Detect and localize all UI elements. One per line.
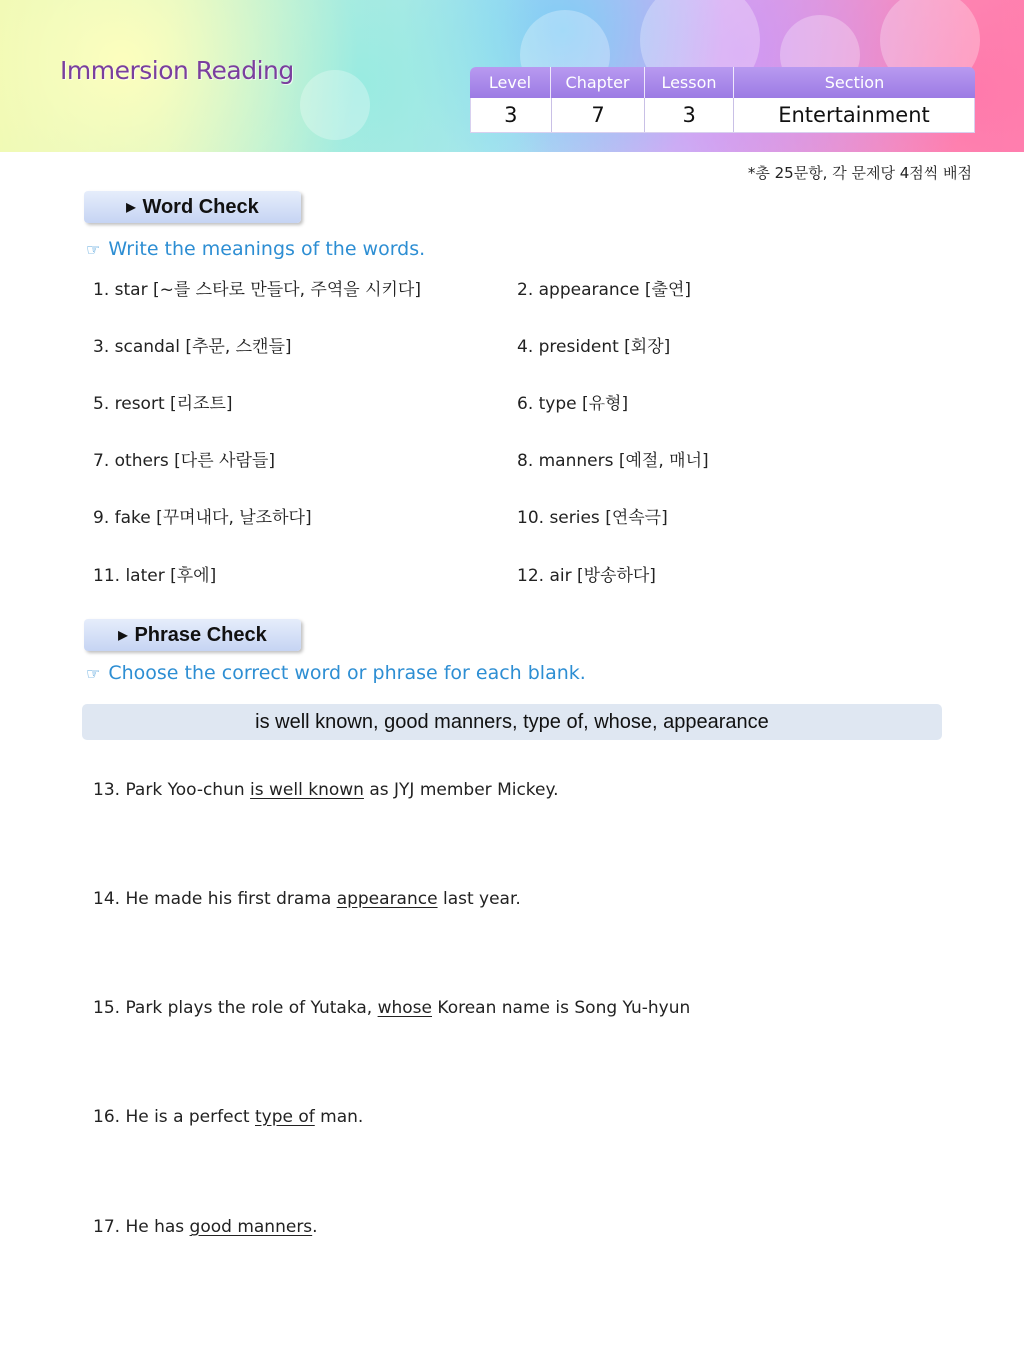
sentence-text: 16. He is a perfect	[93, 1107, 255, 1127]
word-check-instruction-text: Write the meanings of the words.	[108, 238, 426, 260]
page-title: Immersion Reading	[60, 56, 294, 85]
answer-blank: good manners	[189, 1217, 313, 1237]
word-item: 3. scandal [추문, 스캔들]	[93, 337, 292, 357]
sentence-text: .	[312, 1217, 318, 1237]
sentence-text: 14. He made his first drama	[93, 889, 337, 909]
word-check-button[interactable]	[84, 191, 301, 223]
word-item: 9. fake [꾸며내다, 날조하다]	[93, 508, 312, 528]
sentence-text: as JYJ member Mickey.	[363, 780, 559, 800]
word-check-label: Word Check	[142, 195, 259, 218]
phrase-check-button[interactable]	[84, 619, 301, 651]
word-item: 7. others [다른 사람들]	[93, 451, 275, 471]
sentence-text: 17. He has	[93, 1217, 190, 1237]
section-header: Section	[824, 73, 885, 92]
word-item: 4. president [회장]	[517, 337, 671, 357]
phrase-check-instruction-text: Choose the correct word or phrase for each blank.	[108, 662, 586, 684]
play-arrow-icon: ▶	[126, 200, 136, 214]
sentence-text: man.	[314, 1107, 364, 1127]
sentence-item	[93, 998, 690, 1018]
word-check-instruction	[86, 238, 425, 260]
sentence-text: 15. Park plays the role of Yutaka,	[93, 998, 378, 1018]
word-item: 8. manners [예절, 매너]	[517, 451, 709, 471]
level-header: Level	[470, 67, 551, 98]
level-table-header	[470, 67, 975, 98]
play-arrow-icon: ▶	[118, 628, 128, 642]
phrase-check-label: Phrase Check	[134, 623, 267, 646]
word-item: 1. star [~를 스타로 만들다, 주역을 시키다]	[93, 280, 421, 300]
word-bank: is well known, good manners, type of, whose, appearance	[82, 704, 942, 740]
level-table	[470, 67, 975, 133]
section-value: Entertainment	[778, 103, 930, 127]
answer-blank: appearance	[336, 889, 438, 909]
word-item: 6. type [유형]	[517, 394, 629, 414]
phrase-check-instruction	[86, 662, 586, 684]
word-item: 10. series [연속극]	[517, 508, 668, 528]
answer-blank: is well known	[250, 780, 364, 800]
level-value: 3	[471, 98, 552, 132]
word-item: 2. appearance [출연]	[517, 280, 691, 300]
scoring-note: *총 25문항, 각 문제당 4점씩 배점	[747, 164, 972, 182]
decorative-bubble	[300, 70, 370, 140]
pointing-hand-icon: ☞	[86, 240, 101, 259]
header-banner	[0, 0, 1024, 152]
sentence-item	[93, 1217, 318, 1237]
sentence-item	[93, 889, 521, 909]
lesson-header: Lesson	[645, 67, 734, 98]
answer-blank: type of	[255, 1107, 315, 1127]
word-item: 5. resort [리조트]	[93, 394, 233, 414]
answer-blank: whose	[377, 998, 432, 1018]
sentence-text: 13. Park Yoo-chun	[93, 780, 251, 800]
chapter-header: Chapter	[551, 67, 645, 98]
lesson-value: 3	[645, 98, 734, 132]
word-item: 12. air [방송하다]	[517, 566, 656, 586]
pointing-hand-icon: ☞	[86, 664, 101, 683]
chapter-value: 7	[552, 98, 646, 132]
sentence-text: last year.	[437, 889, 521, 909]
word-item: 11. later [후에]	[93, 566, 217, 586]
sentence-item	[93, 1107, 363, 1127]
level-table-values	[470, 98, 975, 133]
sentence-text: Korean name is Song Yu-hyun	[432, 998, 691, 1018]
sentence-item	[93, 780, 559, 800]
